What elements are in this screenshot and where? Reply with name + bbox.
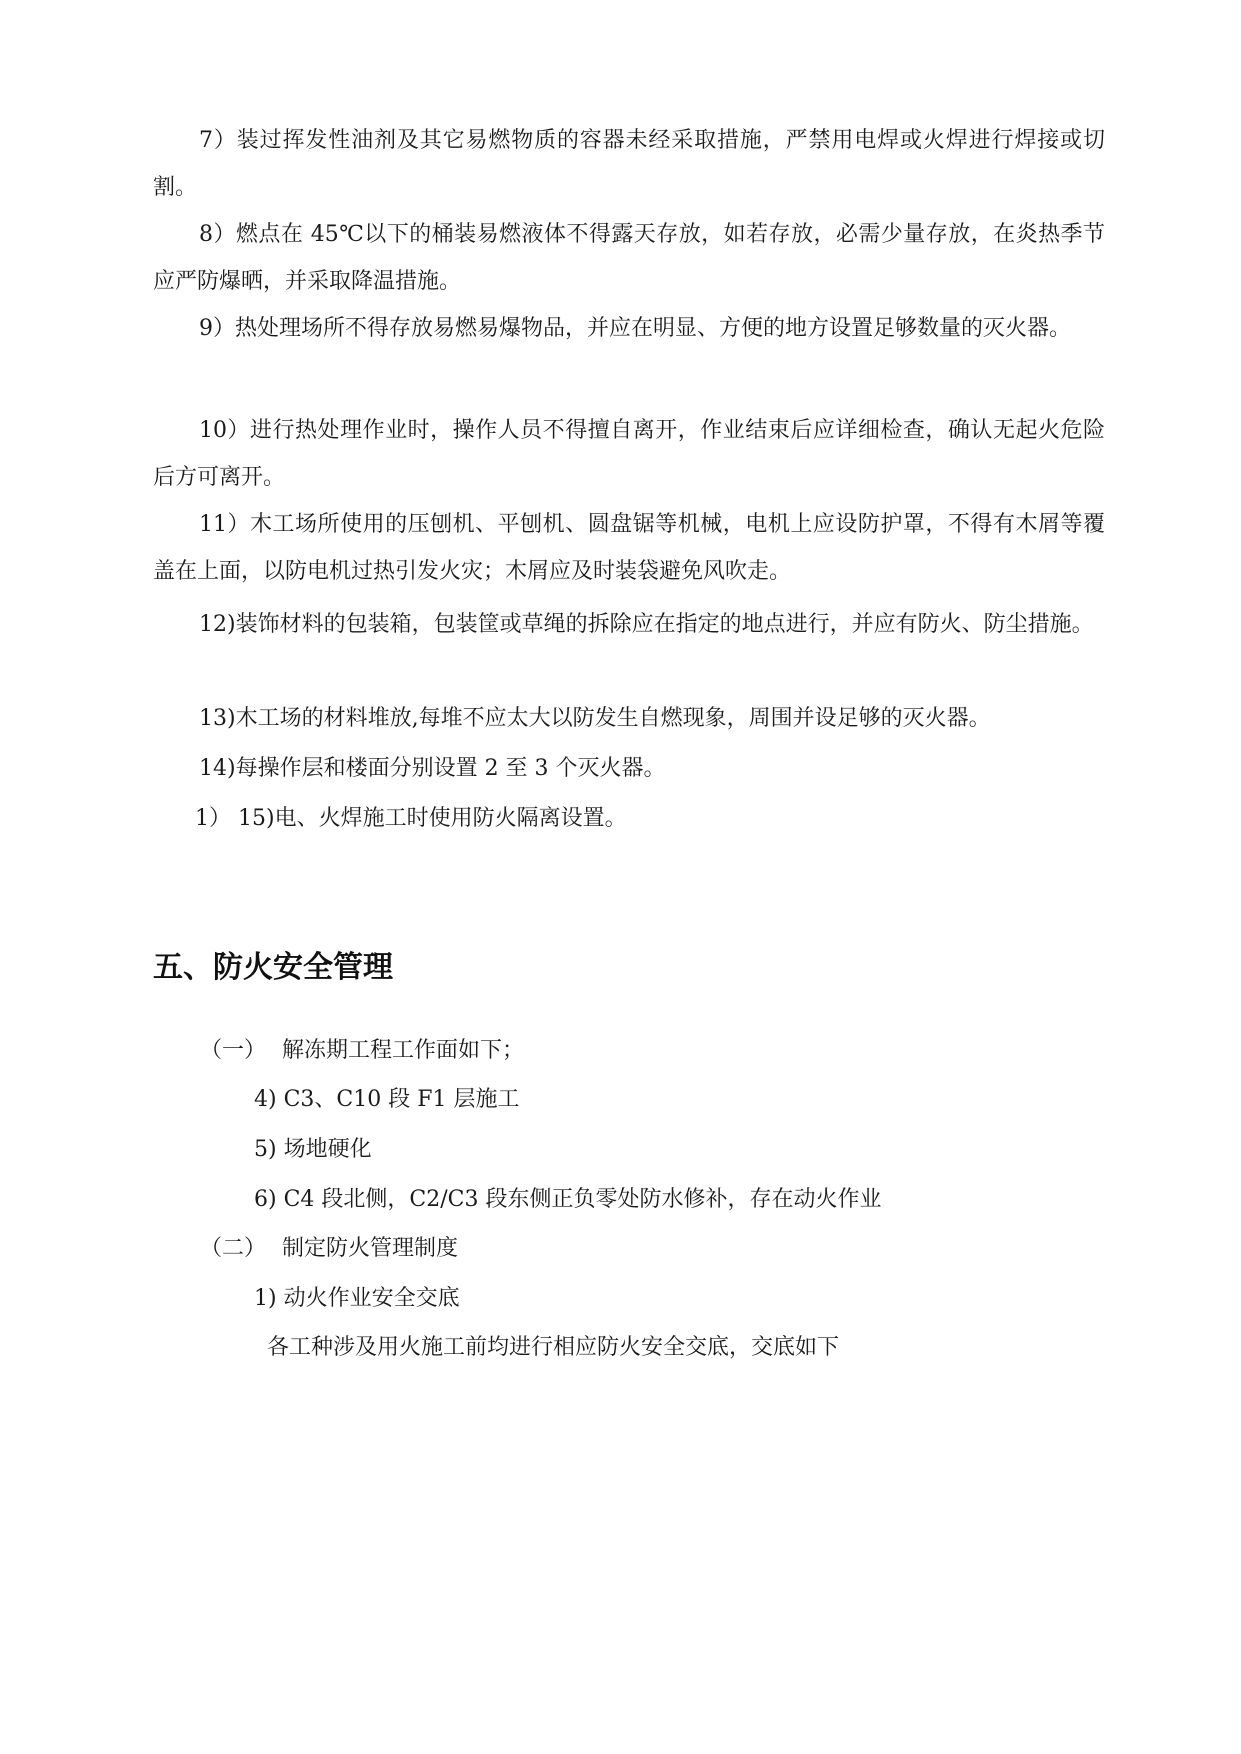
list-marker: 1） bbox=[195, 806, 231, 831]
paragraph-item-12: 12)装饰材料的包装箱，包装筐或草绳的拆除应在指定的地点进行，并应有防火、防尘措施。 bbox=[199, 612, 1094, 637]
paragraph-item-7: 7）装过挥发性油剂及其它易燃物质的容器未经采取措施，严禁用电焊或火焊进行焊接或切割。 bbox=[153, 128, 1105, 200]
list-item: 1) 动火作业安全交底 bbox=[254, 1286, 460, 1311]
paragraph-item-14: 14)每操作层和楼面分别设置 2 至 3 个灭火器。 bbox=[199, 756, 666, 781]
paragraph-item-8: 8）燃点在 45℃以下的桶装易燃液体不得露天存放，如若存放，必需少量存放，在炎热季节应严防爆晒，并采取降温措施。 bbox=[153, 222, 1105, 294]
body-text: 各工种涉及用火施工前均进行相应防火安全交底，交底如下 bbox=[267, 1335, 840, 1360]
paragraph-item-15: 15)电、火焊施工时使用防火隔离设置。 bbox=[238, 806, 627, 831]
subsection-2-title: 制定防火管理制度 bbox=[282, 1236, 459, 1261]
paragraph-item-11: 11）木工场所使用的压刨机、平刨机、圆盘锯等机械，电机上应设防护罩，不得有木屑等覆盖在上面，以防电机过热引发火灾；木屑应及时装袋避免风吹走。 bbox=[153, 512, 1105, 584]
paragraph-item-10: 10）进行热处理作业时，操作人员不得擅自离开，作业结束后应详细检查，确认无起火危险后方可离开。 bbox=[153, 418, 1105, 490]
paragraph-item-13: 13)木工场的材料堆放,每堆不应太大以防发生自燃现象，周围并设足够的灭火器。 bbox=[199, 706, 991, 731]
list-item: 6) C4 段北侧，C2/C3 段东侧正负零处防水修补，存在动火作业 bbox=[254, 1187, 882, 1212]
subsection-1-title: 解冻期工程工作面如下； bbox=[282, 1038, 525, 1063]
section-heading: 五、防火安全管理 bbox=[153, 950, 393, 985]
subsection-1-marker: （一） bbox=[200, 1038, 267, 1063]
list-item: 4) C3、C10 段 F1 层施工 bbox=[254, 1087, 520, 1112]
paragraph-item-9: 9）热处理场所不得存放易燃易爆物品，并应在明显、方便的地方设置足够数量的灭火器。 bbox=[199, 316, 1072, 341]
list-item: 5) 场地硬化 bbox=[254, 1137, 372, 1162]
subsection-2-marker: （二） bbox=[200, 1236, 267, 1261]
